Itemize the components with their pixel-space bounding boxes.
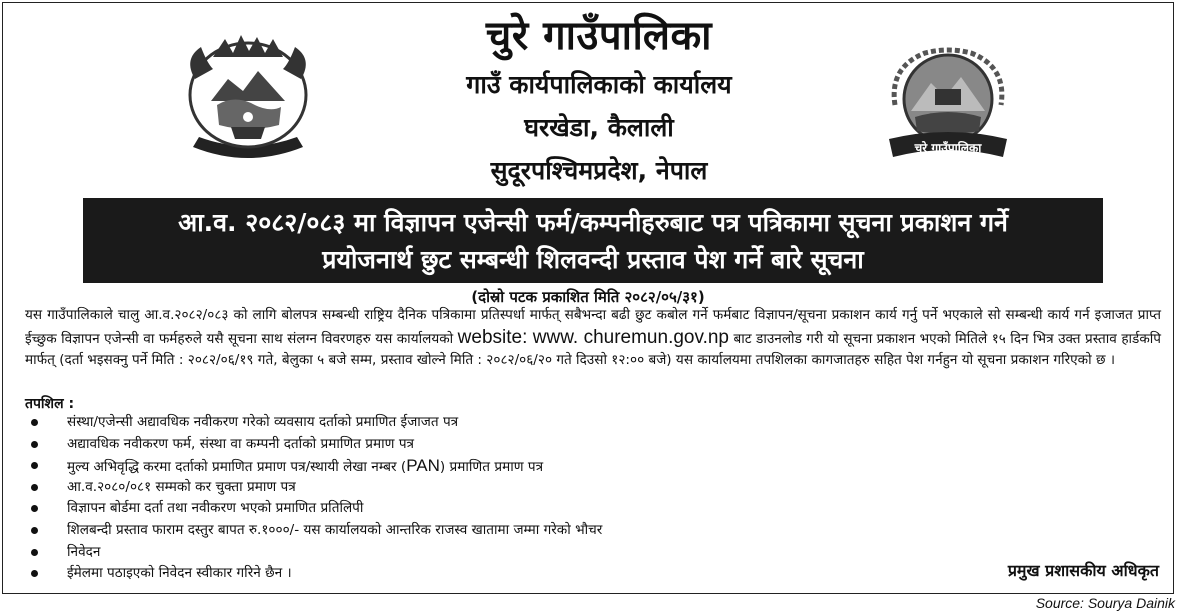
bullet-icon — [31, 462, 38, 469]
list-item-pan: PAN — [406, 456, 440, 476]
nepal-emblem-icon — [173, 29, 323, 169]
list-item — [29, 434, 929, 456]
office-heading — [323, 9, 875, 192]
office-name: गाउँ कार्यपालिकाको कार्यालय — [466, 70, 732, 99]
source-credit: Source: Sourya Dainik — [1035, 595, 1175, 611]
bullet-icon — [31, 549, 38, 556]
list-item-text: ईमेलमा पठाइएको निवेदन स्वीकार गरिने छैन । — [67, 565, 292, 582]
required-documents-list — [29, 412, 929, 585]
bullet-icon — [31, 570, 38, 577]
list-item — [29, 477, 929, 499]
bullet-icon — [31, 484, 38, 491]
municipality-name: चुरे गाउँपालिका — [485, 13, 713, 59]
notice-title-line-1: आ.व. २०८२/०८३ मा विज्ञापन एजेन्सी फर्म/कम्पनीहरुबाट पत्र पत्रिकामा सूचना प्रकाशन गर्ने — [178, 208, 1008, 237]
notice-title-line-2: प्रयोजनार्थ छुट सम्बन्धी शिलवन्दी प्रस्ताव पेश गर्ने बारे सूचना — [322, 245, 864, 274]
list-item-text: संस्था/एजेन्सी अद्यावधिक नवीकरण गरेको व्यवसाय दर्ताको प्रमाणित ईजाजत पत्र — [67, 414, 459, 430]
website-link[interactable]: website: www. churemun.gov.np — [457, 326, 729, 348]
notice-body — [25, 305, 1161, 372]
list-item — [29, 498, 929, 520]
municipality-logo-icon — [875, 47, 1021, 165]
list-item-text: मुल्य अभिवृद्धि करमा दर्ताको प्रमाणित प्रमाण पत्र/स्थायी लेखा नम्बर ( — [67, 459, 407, 476]
list-item-text: अद्यावधिक नवीकरण फर्म, संस्था वा कम्पनी दर्ताको प्रमाणित प्रमाण पत्र — [67, 435, 415, 452]
signatory-title: प्रमुख प्रशासकीय अधिकृत — [1007, 561, 1159, 580]
list-item — [29, 455, 929, 477]
logo-label: चुरे गाउँपालिका — [914, 141, 982, 155]
list-item-text: शिलबन्दी प्रस्ताव फाराम दस्तुर बापत रु.१०००/- यस कार्यालयको आन्तरिक राजस्व खातामा जम्मा गरेको भौचर — [67, 521, 603, 538]
list-item — [29, 563, 929, 585]
publication-date: (दोस्रो पटक प्रकाशित मिति २०८२/०५/३१) — [471, 288, 705, 306]
notice-body-part-1: यस गाउँपालिकाले चालु आ.व.२०८२/०८३ को लागि बोलपत्र सम्बन्धी राष्ट्रिय दैनिक पत्रिकामा प्रतिस्पर्धा मार्फत् सबैभन्दा बढी छुट कबोल गर्ने फर्मबाट विज्ञापन/सूचना प्रकाशन कार्य गर्नु पर्ने भएकाले सो सम्बन्धी कार्य गर्न इजाजत प्राप्त ईच्छुक विज्ञापन एजेन्सी वा फर्महरुले यसै सूचना साथ संलग्न विवरणहरु यस कार्यालयको — [25, 307, 1161, 347]
province-name: सुदूरपश्चिमप्रदेश, नेपाल — [490, 156, 708, 185]
list-item-text: निवेदन — [67, 543, 101, 560]
list-item-text: विज्ञापन बोर्डमा दर्ता तथा नवीकरण भएको प्रमाणित प्रतिलिपी — [67, 500, 364, 517]
schedule-heading: तपशिल : — [25, 396, 75, 412]
office-place: घरखेडा, कैलाली — [524, 113, 674, 142]
list-item-text: आ.व.२०८०/०८१ सम्मको कर चुक्ता प्रमाण पत्र — [67, 478, 296, 495]
notice-header — [3, 3, 1173, 195]
notice-title-banner — [83, 198, 1103, 283]
bullet-icon — [31, 441, 38, 448]
list-item — [29, 520, 929, 542]
list-item-text-after: ) प्रमाणित प्रमाण पत्र — [439, 459, 544, 476]
bullet-icon — [31, 419, 38, 426]
notice-document — [2, 2, 1174, 594]
bullet-icon — [31, 527, 38, 534]
bullet-icon — [31, 505, 38, 512]
list-item — [29, 412, 929, 434]
notice-body-part-2: बाट डाउनलोड गरी यो सूचना प्रकाशन भएको मितिले १५ दिन भित्र उक्त प्रस्ताव हार्डकपि मार्फत् (दर्ता भइसक्नु पर्ने मिति : २०८२/०६/१९ गते, बेलुका ५ बजे सम्म, प्रस्ताव खोल्ने मिति : २०८२/०६/२० गते दिउसो १२:०० बजे) यस कार्यालयमा तपशिलका कागजातहरु सहित पेश गर्नहुन यो सूचना प्रकाशन गरिएको छ । — [25, 330, 1162, 368]
list-item — [29, 542, 929, 564]
